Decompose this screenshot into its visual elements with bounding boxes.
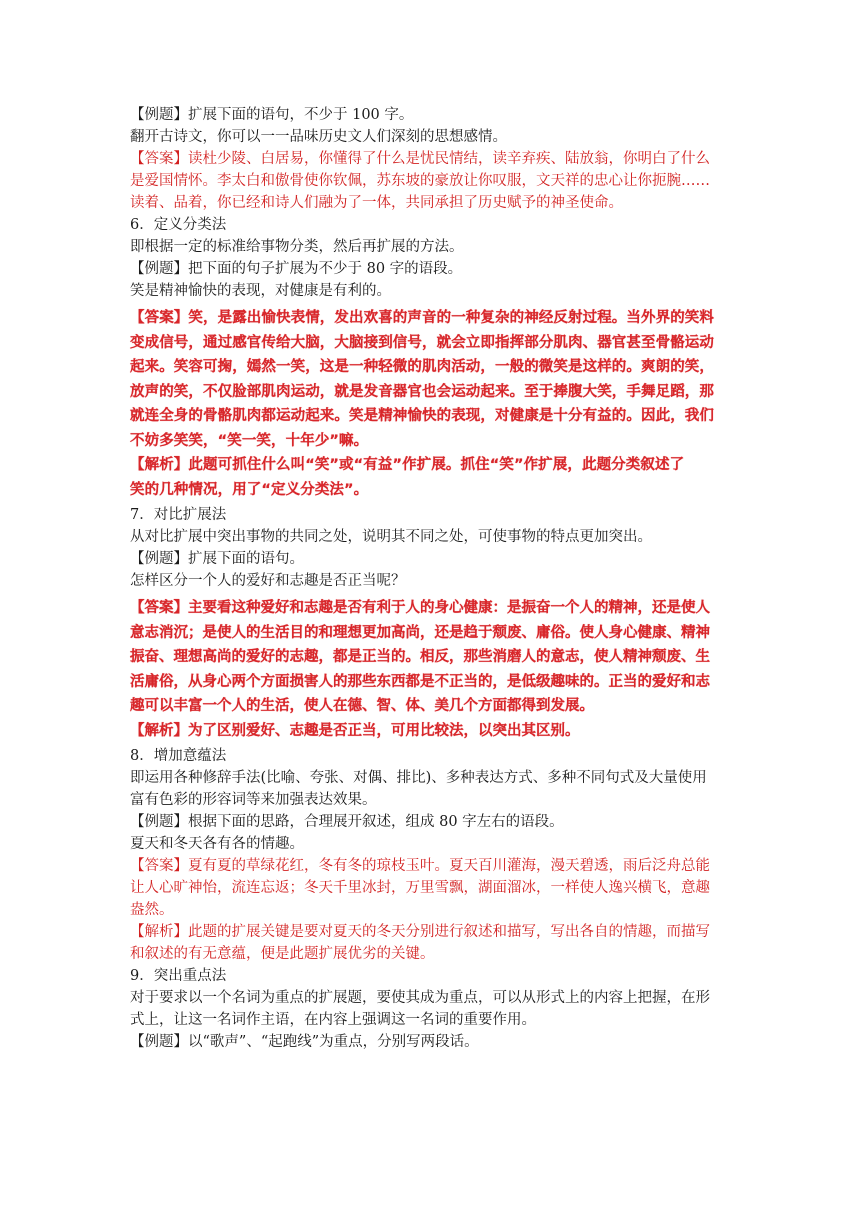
- section-description: 即运用各种修辞手法(比喻、夸张、对偶、排比)、多种表达方式、多种不同句式及大量使用: [130, 770, 707, 786]
- answer-line: 是爱国情怀。李太白和傲骨使你钦佩，苏东坡的豪放让你叹服，文天祥的忠心让你扼腕……: [130, 173, 710, 189]
- answer-image-block: [130, 304, 732, 504]
- answer-line: 起来。笑容可掬，嫣然一笑，这是一种轻微的肌肉活动，一般的微笑是这样的。爽朗的笑，: [130, 359, 714, 375]
- answer-line: 【答案】夏有夏的草绿花红，冬有冬的琼枝玉叶。夏天百川灌海，漫天碧透，雨后泛舟总能: [130, 858, 710, 874]
- example-prompt: 【例题】以“歌声”、“起跑线”为重点，分别写两段话。: [130, 1034, 479, 1050]
- example-prompt: 【例题】根据下面的思路，合理展开叙述，组成 80 字左右的语段。: [130, 814, 564, 830]
- answer-image-block: [130, 594, 732, 745]
- answer-line: 意志消沉；是使人的生活目的和理想更加高尚，还是趋于颓废、庸俗。使人身心健康、精神: [130, 624, 710, 641]
- section-description: 式上，让这一名词作主语，在内容上强调这一名词的重要作用。: [130, 1012, 536, 1028]
- analysis-line: 【解析】此题的扩展关键是要对夏天的冬天分别进行叙述和描写，写出各自的情趣，而描写: [130, 924, 710, 940]
- document-body: [130, 104, 732, 1053]
- analysis-line: 【解析】为了区别爱好、志趣是否正当，可用比较法，以突出其区别。: [130, 722, 580, 739]
- answer-line: 让人心旷神怡，流连忘返；冬天千里冰封，万里雪飘，湖面溜冰，一样使人逸兴横飞，意趣: [130, 880, 710, 896]
- answer-line: 【答案】读杜少陵、白居易，你懂得了什么是忧民情结，读辛弃疾、陆放翁，你明白了什么: [130, 151, 710, 167]
- answer-line: 【答案】主要看这种爱好和志趣是否有利于人的身心健康：是振奋一个人的精神，还是使人: [130, 600, 710, 616]
- answer-line: 读着、品着，你已经和诗人们融为了一体，共同承担了历史赋予的神圣使命。: [130, 195, 623, 211]
- example-sentence: 夏天和冬天各有各的情趣。: [130, 836, 304, 852]
- analysis-line: 【解析】此题可抓住什么叫“笑”或“有益”作扩展。抓住“笑”作扩展，此题分类叙述了: [130, 457, 685, 473]
- example-prompt: 【例题】扩展下面的语句，不少于 100 字。: [130, 107, 414, 123]
- section-heading-definition: 6．定义分类法: [130, 217, 227, 233]
- example-prompt: 【例题】扩展下面的语句。: [130, 551, 304, 567]
- section-description: 从对比扩展中突出事物的共同之处，说明其不同之处，可使事物的特点更加突出。: [130, 529, 652, 545]
- answer-line: 盎然。: [130, 902, 174, 918]
- example-prompt: 【例题】把下面的句子扩展为不少于 80 字的语段。: [130, 261, 463, 277]
- answer-line: 不妨多笑笑，“笑一笑，十年少”嘛。: [130, 432, 369, 449]
- answer-line: 就连全身的骨骼肌肉都运动起来。笑是精神愉快的表现，对健康是十分有益的。因此，我们: [130, 408, 714, 424]
- section-description: 即根据一定的标准给事物分类，然后再扩展的方法。: [130, 239, 464, 255]
- section-description: 富有色彩的形容词等来加强表达效果。: [130, 792, 377, 808]
- section-heading-meaning: 8．增加意蕴法: [130, 748, 227, 764]
- analysis-line: 笑的几种情况，用了“定义分类法”。: [130, 481, 369, 498]
- answer-line: 趣可以丰富一个人的生活，使人在德、智、体、美几个方面都得到发展。: [130, 698, 594, 714]
- analysis-line: 和叙述的有无意蕴，便是此题扩展优劣的关键。: [130, 946, 435, 962]
- example-sentence: 怎样区分一个人的爱好和志趣是否正当呢？: [130, 573, 406, 589]
- section-heading-contrast: 7．对比扩展法: [130, 507, 227, 523]
- answer-line: 变成信号，通过感官传给大脑，大脑接到信号，就会立即指挥部分肌肉、器官甚至骨骼运动: [130, 334, 714, 351]
- example-sentence: 笑是精神愉快的表现，对健康是有利的。: [130, 283, 391, 299]
- answer-line: 活庸俗，从身心两个方面损害人的那些东西都是不正当的，是低级趣味的。正当的爱好和志: [130, 673, 710, 690]
- section-description: 对于要求以一个名词为重点的扩展题，要使其成为重点，可以从形式上的内容上把握，在形: [130, 990, 710, 1006]
- answer-line: 放声的笑，不仅脸部肌肉运动，就是发音器官也会运动起来。至于捧腹大笑，手舞足蹈，那: [130, 383, 714, 400]
- answer-line: 【答案】笑，是露出愉快表情，发出欢喜的声音的一种复杂的神经反射过程。当外界的笑料: [130, 310, 714, 326]
- answer-line: 振奋、理想高尚的爱好的志趣，都是正当的。相反，那些消磨人的意志，使人精神颓废、生: [130, 649, 710, 665]
- example-sentence: 翻开古诗文，你可以一一品味历史文人们深刻的思想感情。: [130, 129, 507, 145]
- section-heading-focus: 9．突出重点法: [130, 968, 227, 984]
